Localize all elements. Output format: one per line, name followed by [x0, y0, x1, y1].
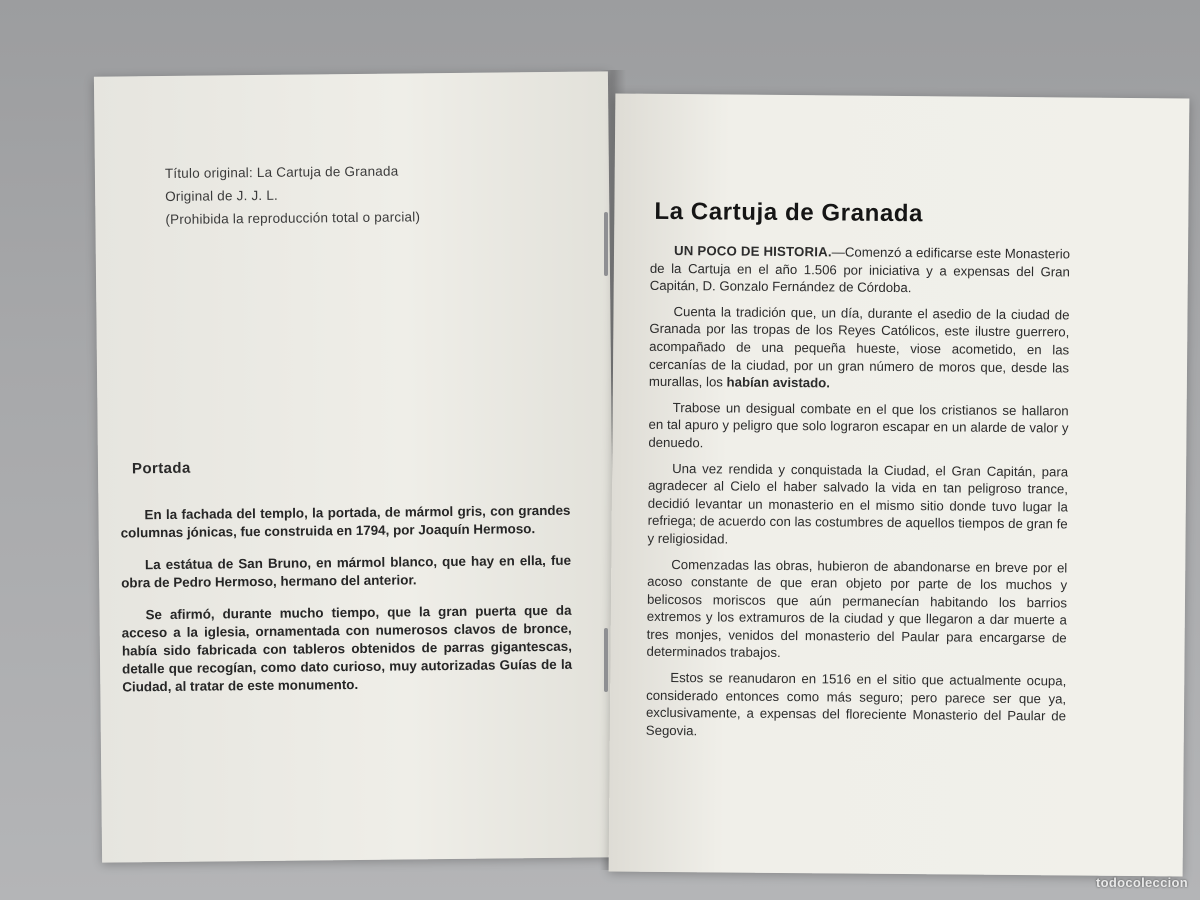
paragraph — [649, 303, 1070, 395]
copyright-notice: (Prohibida la reproducción total o parcial) — [165, 209, 421, 227]
intro-paragraph — [650, 242, 1070, 298]
staple-bottom — [604, 628, 608, 692]
paragraph: Una vez rendida y conquistada la Ciudad, el Gran Capitán, para agradecer al Cielo el haber salvado la vida en tan peligroso trance, decidió levantar un monasterio en el mismo sitio donde tuvo lugar la refriega; de acuerdo con las costumbres de aquellos tiempos de gran fe y religiosidad. — [647, 460, 1069, 547]
author-line: Original de J. J. L. — [165, 187, 279, 204]
paragraph: La estátua de San Bruno, en mármol blanco, que hay en ella, fue obra de Pedro Hermoso, hermano del anterior. — [121, 552, 572, 591]
section-heading-portada: Portada — [131, 459, 191, 478]
history-text — [646, 242, 1070, 751]
staple-top — [604, 212, 608, 276]
paragraph-end: habían avistado. — [726, 374, 830, 391]
paragraph: En la fachada del templo, la portada, de mármol gris, con grandes columnas jónicas, fue construida en 1794, por Joaquín Hermoso. — [120, 502, 571, 541]
section-lead: UN POCO DE HISTORIA. — [673, 243, 832, 260]
right-page — [609, 94, 1190, 877]
intro-text: —Comenzó a edificarse este Monasterio de la Cartuja en el año 1.506 por iniciativa y a expensas del Gran Capitán, D. Gonzalo Fernández de Córdoba. — [649, 244, 1071, 296]
portada-text — [120, 502, 572, 711]
paragraph: Estos se reanudaron en 1516 en el sitio que actualmente ocupa, considerado entonces como más seguro; pero parece ser que ya, exclusivamente, a expensas del floreciente Monasterio del Paular de Segovia. — [645, 670, 1067, 739]
paragraph: Trabose un desigual combate en el que los cristianos se hallaron en tal apuro y peligro que solo lograron escapar en un alarde de valor y denuedo. — [648, 399, 1069, 451]
original-title-line: Título original: La Cartuja de Granada — [164, 163, 399, 181]
paragraph-text: Cuenta la tradición que, un día, durante el asedio de la ciudad de Granada por las tropas de los Reyes Católicos, este ilustre guerrero, acompañado de una pequeña hueste, viose acometido, en las cercanías de la ciudad, por un gran número de moros que, desde las murallas, los — [648, 303, 1070, 390]
page-title: La Cartuja de Granada — [654, 197, 924, 228]
paragraph: Se afirmó, durante mucho tiempo, que la gran puerta que da acceso a la iglesia, ornamentada con numerosos clavos de bronce, había sido fabricada con tableros obtenidos de parras gigantescas, detalle que recogían, como dato curioso, muy autorizadas Guías de la Ciudad, al tratar de este monumento. — [121, 602, 573, 695]
paragraph: Comenzadas las obras, hubieron de abandonarse en breve por el acoso constante de que eran objeto por parte de los muchos y belicosos moriscos que aún permanecían habitando los barrios extremos y los extramuros de la ciudad y que llegaron a dar muerte a tres monjes, venidos del monasterio del Paular para encargarse de determinados trabajos. — [646, 556, 1068, 661]
watermark: todocoleccion — [1095, 875, 1188, 890]
credits-block — [165, 159, 420, 231]
left-page — [94, 71, 616, 862]
